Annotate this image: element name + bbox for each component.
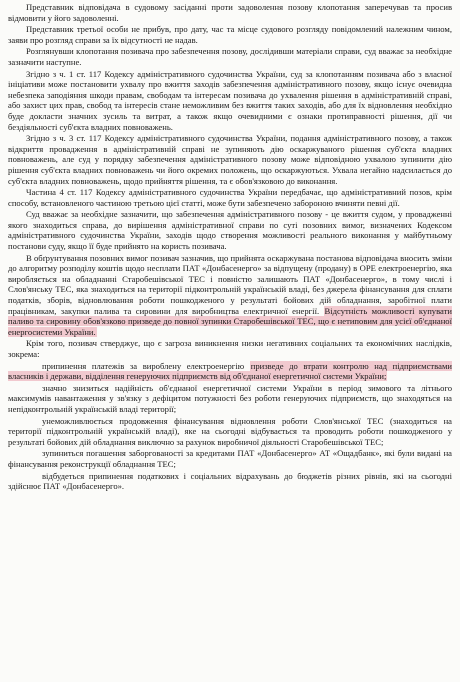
body-paragraph — [8, 209, 452, 251]
paragraph-text: Представник третьої особи не прибув, про дату, час та місце судового розгляду повідомлений належним чином, заяви про розгляд справи за їх відсутності не надав. — [8, 24, 452, 45]
list-item-paragraph — [8, 361, 452, 382]
list-item-paragraph — [8, 383, 452, 415]
paragraph-text: Представник відповідача в судовому засіданні проти задоволення позову клопотання заперечував та просив відмовити у його задоволенні. — [8, 2, 452, 23]
paragraph-text: припинення платежів за вироблену електроенергію — [42, 360, 250, 371]
list-item-paragraph — [8, 448, 452, 469]
body-paragraph — [8, 253, 452, 338]
body-paragraph — [8, 338, 452, 359]
paragraph-text: унеможливлюється продовження фінансування відновлення роботи Слов'янської ТЕС (знаходиться на території підконтрольній українській владі), яке на сьогодні відбувається та проводить роботи пошкодженого у результаті бойових дій обладнання виключно за рахунок виробничої діяльності Старобешівської ТЕС; — [8, 415, 452, 447]
body-paragraph — [8, 2, 452, 23]
paragraph-text: відбудеться припинення податкових і соціальних відрахувань до бюджетів різних рівнів, які на сьогодні здійснює ПАТ «Донбасенерго». — [8, 470, 452, 492]
paragraph-text: Частина 4 ст. 117 Кодексу адміністративного судочинства України передбачає, що адміністративний позов, крім способу, встановленого частиною третьою цієї статті, може бути забезпечено забороною вчиняти певні дії. — [8, 187, 452, 208]
paragraph-text: Розглянувши клопотання позивача про забезпечення позову, дослідивши матеріали справи, суд вважає за необхідне зазначити наступне. — [8, 46, 452, 67]
body-paragraph — [8, 133, 452, 186]
paragraph-text: Крім того, позивач стверджує, що є загроза виникнення низки негативних соціальних та економічних наслідків, зокрема: — [8, 338, 452, 359]
paragraph-text: Згідно з ч. 3 ст. 117 Кодексу адміністративного судочинства України, подання адміністративного позову, а також відкриття провадження в адміністративній справі не зупиняють дію оскаржуваного рішення суб'єкта владних повноважень, але суд у порядку забезпечення адміністративного позову може відповідною ухвалою зупинити дію рішення суб'єкта владних повноважень чи його окремих положень, що оскаржуються. Ухвала негайно надсилається до суб'єкта владних повноважень, щодо прийняття рішення, та є обов'язковою до виконання. — [8, 133, 452, 186]
body-paragraph — [8, 24, 452, 45]
paragraph-text: Згідно з ч. 1 ст. 117 Кодексу адміністративного судочинства України, суд за клопотанням позивача або з власної ініціативи може постановити ухвалу про вжиття заходів забезпечення адміністративного позову, якщо існує очевидна небезпека заподіяння шкоди правам, свободам та інтересам позивача до ухвалення рішення в адміністративній справі, або захист цих прав, свобод та інтересів стане неможливим без вжиття таких заходів, або для їх відновлення необхідно буде докласти значних зусиль та витрат, а також якщо очевидними є ознаки протиправності рішення, дії чи бездіяльності суб'єкта владних повноважень. — [8, 68, 452, 132]
paragraph-text: зупиниться погашення заборгованості за кредитами ПАТ «Донбасенерго» АТ «Ощадбанк», які були видані на фінансування реконструкції обладнання ТЕС; — [8, 448, 452, 469]
paragraph-text: В обґрунтування позовних вимог позивач зазначив, що прийнята оскаржувана постанова відповідача вносить зміни до алгоритму розподілу коштів щодо несплати ПАТ «Донбасенерго» за відпущену (продану) в ОРЕ електроенергію, яка виробляється на обладнанні Старобешівської ТЕС і повністю залишають ПАТ «Донбасенерго», в тому числі і Слов'янську ТЕС, яка знаходиться на території підконтрольній українській владі, без джерела фінансування для сплати податків, зборів, відновлювання роботи пошкодженого у результаті бойових дій обладнання, заробітної плати працівникам, закупки палива та сировини для виробництва електричної енергії. — [8, 252, 452, 316]
list-item-paragraph — [8, 416, 452, 448]
body-paragraph — [8, 46, 452, 67]
highlighted-text: Відсутність можливості купувати паливо та сировину обов'язково призведе до повної зупинки Старобешівської ТЕС, що є нетиповим для усієї об'єднаної енергосистеми України. — [8, 305, 452, 337]
body-paragraph — [8, 69, 452, 133]
body-paragraph — [8, 187, 452, 208]
paragraph-text: Суд вважає за необхідне зазначити, що забезпечення адміністративного позову - це вжиття судом, у провадженні якого знаходиться справа, до вирішення адміністративної справи по суті позовних вимог, визначених Кодексом адміністративного судочинства України, заходів щодо створення можливості реального виконання у майбутньому постанови суду, якщо її буде прийнято на користь позивача. — [8, 209, 452, 252]
list-item-paragraph — [8, 471, 452, 492]
paragraph-text: значно знизиться надійність об'єднаної енергетичної системи України в період зимового та літнього максимумів навантаження у зв'язку з дефіцитом потужності без роботи генеруючих підприємств, що знаходяться на непідконтрольній українській владі території; — [8, 382, 452, 414]
highlighted-text: призведе до втрати контролю над підприємствами власників і держави, відділення генеруючих підприємств від об'єднаної енергетичної системи України; — [8, 360, 452, 382]
